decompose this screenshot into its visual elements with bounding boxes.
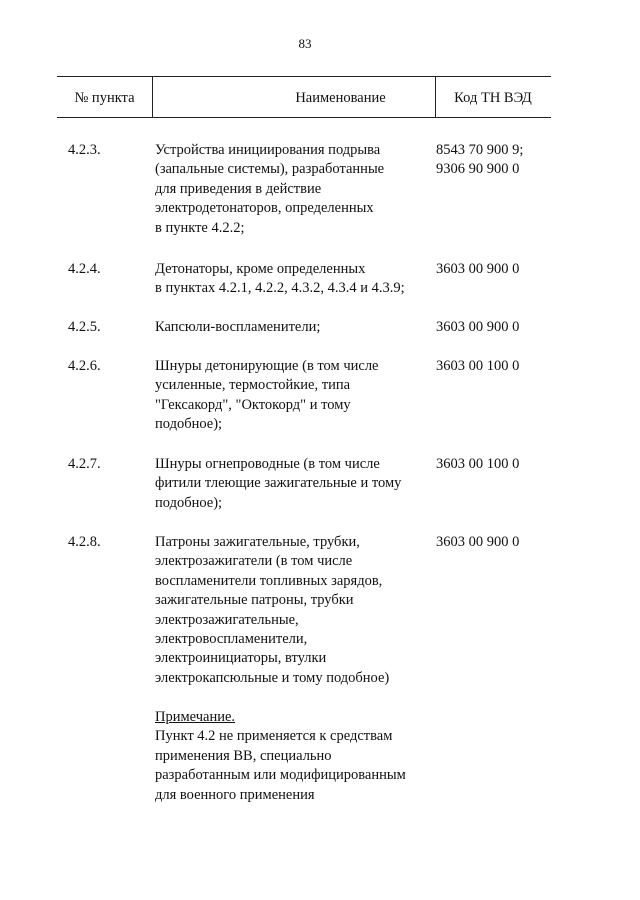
item-name-line: электровоспламенители, — [155, 631, 308, 648]
item-number: 4.2.8. — [68, 534, 101, 550]
item-name-line: электродетонаторов, определенных — [155, 200, 374, 217]
item-name-line: в пунктах 4.2.1, 4.2.2, 4.3.2, 4.3.4 и 4.3.9; — [155, 280, 405, 297]
item-code-line: 3603 00 900 0 — [436, 261, 520, 277]
page-number: 83 — [298, 36, 312, 51]
item-code-line: 9306 90 900 0 — [436, 161, 520, 178]
item-name-line: Устройства инициирования подрыва — [155, 142, 381, 158]
item-code-line: 3603 00 100 0 — [436, 358, 520, 374]
item-name-line: подобное); — [155, 416, 223, 433]
item-name-line: Шнуры детонирующие (в том числе — [155, 358, 379, 374]
item-name-line: электрокапсюльные и тому подобное) — [155, 669, 390, 686]
item-code-line: 8543 70 900 9; — [436, 142, 524, 158]
item-code-line: 3603 00 900 0 — [436, 319, 520, 335]
item-name — [155, 533, 440, 688]
item-name-line: электроинициаторы, втулки — [155, 650, 327, 667]
item-code-line: 3603 00 900 0 — [436, 534, 520, 550]
item-name-line: "Гексакорд", "Октокорд" и тому — [155, 396, 351, 413]
note-title: Примечание. — [155, 709, 236, 725]
item-name-line: Капсюли-воспламенители; — [155, 319, 321, 335]
note-line: Пункт 4.2 не применяется к средствам — [155, 728, 393, 745]
item-name — [155, 260, 440, 299]
item-name — [155, 455, 440, 513]
note-line: применения ВВ, специально — [155, 747, 332, 764]
item-code — [436, 357, 636, 376]
item-code — [436, 260, 636, 279]
item-code — [436, 533, 636, 552]
item-name-line: Шнуры огнепроводные (в том числе — [155, 456, 380, 472]
item-number: 4.2.3. — [68, 142, 101, 158]
note-block — [155, 708, 455, 805]
header-name-column: Наименование — [295, 90, 386, 106]
header-code-column: Код ТН ВЭД — [454, 90, 532, 106]
item-number: 4.2.5. — [68, 319, 101, 335]
item-code — [436, 141, 636, 180]
item-number: 4.2.6. — [68, 358, 101, 374]
note-line: для военного применения — [155, 786, 315, 803]
item-name-line: воспламенители топливных зарядов, — [155, 572, 383, 589]
item-name-line: Патроны зажигательные, трубки, — [155, 534, 360, 550]
item-name-line: (запальные системы), разработанные — [155, 161, 385, 178]
item-name-line: электрозажигатели (в том числе — [155, 553, 353, 570]
item-code — [436, 318, 636, 337]
item-number: 4.2.4. — [68, 261, 101, 277]
table-header — [57, 76, 551, 118]
item-name-line: в пункте 4.2.2; — [155, 219, 245, 236]
item-name — [155, 357, 440, 435]
item-code-line: 3603 00 100 0 — [436, 456, 520, 472]
item-name-line: усиленные, термостойкие, типа — [155, 377, 351, 394]
item-name-line: подобное); — [155, 494, 223, 511]
header-number-column: № пункта — [74, 90, 135, 106]
item-name-line: Детонаторы, кроме определенных — [155, 261, 366, 277]
item-name-line: для приведения в действие — [155, 180, 322, 197]
item-code — [436, 455, 636, 474]
item-number: 4.2.7. — [68, 456, 101, 472]
item-name-line: фитили тлеющие зажигательные и тому — [155, 475, 402, 492]
note-line: разработанным или модифицированным — [155, 767, 406, 784]
item-name — [155, 318, 440, 337]
item-name-line: зажигательные патроны, трубки — [155, 592, 354, 609]
item-name-line: электрозажигательные, — [155, 611, 299, 628]
item-name — [155, 141, 440, 238]
